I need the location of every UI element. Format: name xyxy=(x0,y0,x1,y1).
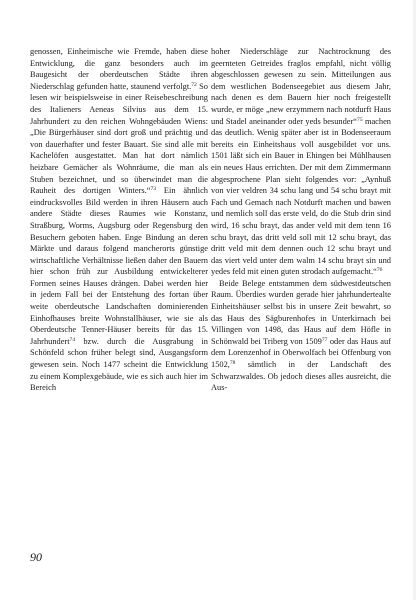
footnote-ref[interactable]: 74 xyxy=(69,336,76,343)
footnote-ref[interactable]: 72 xyxy=(191,81,197,88)
footnote-ref[interactable]: 75 xyxy=(357,116,363,123)
paragraph: hoher Niederschläge zur Nachtrocknung des geernteten Getreides fraglos empfahl, nicht völlig abgeschlossen gewesen zu sein. Mitteilungen aus dem westlichen Bodenseegebiet aus diesem Jahr, nach denen es dem Bauern hier noch freigestellt wurde, er möge „new erzymmern nach notdurft Haus und Stadel aneinander oder yeds besunder“$^{75}$ machen das deutlich. Wenig später aber ist in Bodenseeraum bereits ein Einheitshaus voll ausgebildet vor uns. 1501 läßt sich ein Bauer in Ehingen bei Mühlhausen ein neues Haus errichten. Der mit dem Zimmermann abgesprochene Plan sieht folgendes vor: „Aynhuß von vier veldren 34 schu lang und 54 schu brayt mit Fach und Gemach nach Notdurft machen und bawen und nemlich soll das erste veld, do die Stub drin sind wird, 16 schu brayt, das ander veld mit dem tenn 16 schu brayt, das dritt veld soll mit 12 schu brayt, das dritt veld mit dem dennen ouch 12 schu brayt und das viert veld unter dem walm 14 schu brayt sin und yedes feld mit einen guten strodach aufgemacht.“$^{76}$ xyxy=(211,47,391,277)
right-text-column xyxy=(211,46,391,394)
footnote-ref[interactable]: 77 xyxy=(321,336,328,343)
footnote-ref[interactable]: 78 xyxy=(229,360,236,367)
footnote-ref[interactable]: 76 xyxy=(376,267,383,274)
paragraph: Beide Belege entstammen dem südwestdeutschen Raum. Überdies wurden gerade hier jahrhundertealte Einheitshäuser selbst bis in unsere Zeit bewahrt, so das Haus des Sägburenhofes in Unterkirnach bei Villingen von 1498, das Haus auf dem Höfle in Schönwald bei Triberg von 1509$^{77}$ oder das Haus auf dem Lorenzenhof in Oberwolfach bei Offenburg von 1502,78 sämtlich in der Landschaft des Schwarzwaldes. Ob jedoch dieses alles ausreicht, die Aus- xyxy=(211,278,392,393)
paragraph: genossen, Einheimische wie Fremde, haben diese Entwicklung, die ganz besonders auch im Baugesicht der oberdeutschen Städte ihren Niederschlag gefunden hatte, staunend verfolgt.$^{72}$ So lesen wir beispielsweise in einer Reisebeschreibung des Italieners Aeneas Silvius aus dem 15. Jahrhundert zu den reichen Wohngebäuden Wiens: „Die Bürgerhäuser sind dort groß und prächtig und von dauerhafter und fester Bauart. Sie sind alle mit Kachelöfen ausgestattet. Man hat dort nämlich heizbare Gemächer als Wohnräume, die man als Stuben bezeichnet, und so überwindet man die Rauheit des dortigen Winters.“$^{73}$ Ein ähnlich eindrucksvolles Bild werden in ihren Häusern auch andere Städte dieses Raumes wie Konstanz, Straßburg, Worms, Augsburg oder Regensburg den Besuchern geboten haben. Enge Bindung an deren Märkte und daraus folgend mancherorts günstige wirtschaftliche Verhältnisse ließen daher den Bauern hier schon früh zur Ausbildung entwickelterer Formen seines Hauses drängen. Dabei werden hier in jedem Fall bei der Entstehung des fortan über weite oberdeutsche Landschaften dominierenden Einhofhauses breite Wohnstallhäuser, wie sie als Oberdeutsche Tenner-Häuser bereits für das 15. Jahrhundert$^{74}$ bzw. durch die Ausgrabung in Schönfeld schon früher belegt sind, Ausgangsform gewesen sein. Noch 1477 scheint die Entwicklung zu einem Komplexgebäude, wie es sich auch hier im Bereich xyxy=(30,47,208,393)
page-number: 90 xyxy=(30,550,42,564)
left-text-column xyxy=(30,46,208,394)
footnote-ref[interactable]: 73 xyxy=(150,186,157,193)
